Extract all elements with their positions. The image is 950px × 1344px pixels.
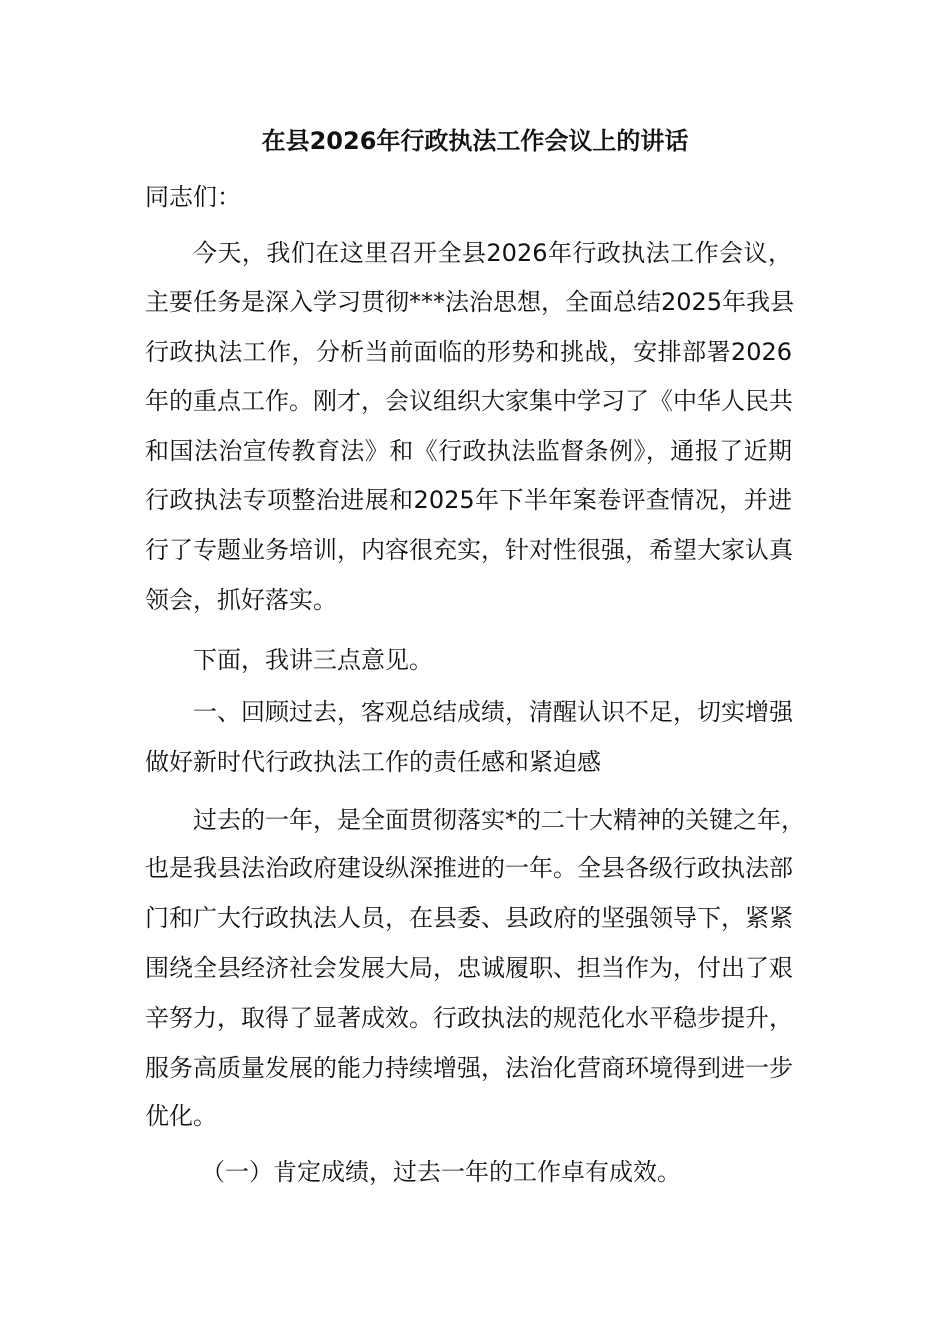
text-line: 行政执法工作，分析当前面临的形势和挑战，安排部署2026 (145, 338, 792, 366)
text-line: 门和广大行政执法人员，在县委、县政府的坚强领导下，紧紧 (145, 904, 793, 932)
text-line: （一）肯定成绩，过去一年的工作卓有成效。 (201, 1158, 681, 1186)
text-line: 下面，我讲三点意见。 (193, 646, 433, 674)
text-line: 优化。 (145, 1102, 217, 1130)
text-line: 也是我县法治政府建设纵深推进的一年。全县各级行政执法部 (145, 854, 793, 882)
text-line: 主要任务是深入学习贯彻***法治思想，全面总结2025年我县 (145, 288, 795, 316)
text-line: 一、回顾过去，客观总结成绩，清醒认识不足，切实增强 (193, 698, 793, 726)
text-line: 行了专题业务培训，内容很充实，针对性很强，希望大家认真 (145, 536, 793, 564)
text-line: 今天，我们在这里召开全县2026年行政执法工作会议， (193, 239, 792, 267)
text-line: 辛努力，取得了显著成效。行政执法的规范化水平稳步提升， (145, 1004, 793, 1032)
text-line: 服务高质量发展的能力持续增强，法治化营商环境得到进一步 (145, 1054, 793, 1082)
text-line: 围绕全县经济社会发展大局，忠诚履职、担当作为，付出了艰 (145, 954, 793, 982)
text-line: 同志们： (145, 183, 241, 211)
text-line: 和国法治宣传教育法》和《行政执法监督条例》，通报了近期 (145, 437, 792, 465)
text-line: 行政执法专项整治进展和2025年下半年案卷评查情况，并进 (145, 486, 792, 514)
document-title: 在县2026年行政执法工作会议上的讲话 (261, 127, 689, 155)
text-line: 做好新时代行政执法工作的责任感和紧迫感 (145, 748, 601, 776)
text-line: 年的重点工作。刚才，会议组织大家集中学习了《中华人民共 (145, 387, 793, 415)
text-line: 领会，抓好落实。 (145, 586, 337, 614)
text-line: 过去的一年，是全面贯彻落实*的二十大精神的关键之年， (193, 806, 805, 834)
